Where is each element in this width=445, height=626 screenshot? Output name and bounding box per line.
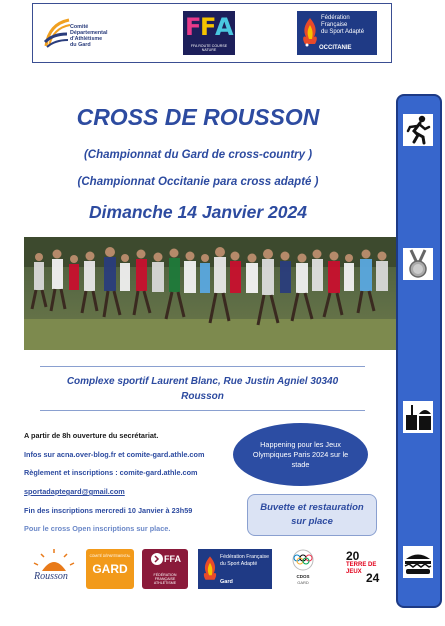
ffsa-gard-region: Gard	[220, 579, 233, 585]
ffa-route-subtitle: FFA ROUTE COURSE NATURE	[190, 44, 228, 52]
registration-deadline: Fin des inscriptions mercredi 10 Janvier à 23h59	[24, 506, 193, 515]
reglement-info[interactable]: Règlement et inscriptions : comite-gard.athle.com	[24, 468, 198, 477]
medal-icon	[403, 248, 433, 280]
ffsa-gard-flame-icon	[201, 555, 219, 583]
ffa-letter: A	[215, 13, 234, 41]
rousson-sun-icon	[28, 549, 80, 589]
ffsa-gard-logo	[198, 549, 272, 589]
drink-food-icon	[403, 401, 433, 433]
terre-20-text: 20	[346, 549, 360, 563]
buvette-box	[247, 494, 377, 536]
ffsa-region: OCCITANIE	[319, 45, 352, 51]
cdos-text: CDOS	[296, 574, 310, 579]
ffsa-line: Fédération Française	[321, 15, 350, 28]
location-top-rule	[40, 366, 365, 367]
ffsa-title	[321, 15, 376, 36]
ffsa-gard-line: du Sport Adapté	[220, 560, 258, 567]
location-bottom-rule	[40, 410, 365, 411]
secretariat-info: A partir de 8h ouverture du secrétariat.	[24, 431, 159, 440]
happening-oval	[233, 423, 368, 486]
ffa-route-logo	[183, 11, 235, 55]
runners-photo	[24, 237, 396, 350]
cdos-gard-logo	[286, 549, 320, 589]
ffa-letter: F	[200, 13, 217, 41]
cdag-text	[70, 24, 142, 48]
olympic-rings-icon	[286, 549, 320, 575]
event-title: CROSS DE ROUSSON	[76, 104, 320, 130]
runner-icon	[403, 114, 433, 146]
ffa-text: FFA	[164, 554, 181, 564]
ffsa-occitanie-logo	[297, 11, 377, 55]
ffsa-gard-title	[220, 554, 270, 567]
sandwich-icon	[403, 546, 433, 578]
location-address: Complexe sportif Laurent Blanc, Rue Justin Agniel 30340	[66, 376, 339, 387]
terre-de-jeux-logo	[344, 549, 388, 589]
cdag-swoosh-icon	[43, 16, 73, 50]
cdag-line: Départemental	[70, 30, 108, 36]
open-registration-note: Pour le cross Open inscriptions sur place.	[24, 524, 171, 533]
ffsa-gard-line: Fédération Française	[220, 554, 270, 560]
gard-top-text: COMITÉ DÉPARTEMENTAL	[89, 554, 131, 558]
cdag-line: Gard	[78, 42, 91, 48]
championship-occitanie: (Championnat Occitanie para cross adapté )	[77, 176, 319, 188]
terre-de-jeux-text: TERRE DE JEUX	[346, 562, 377, 575]
rousson-text: Rousson	[34, 571, 68, 582]
infos-website[interactable]: Infos sur acna.over-blog.fr et comite-gard.athle.com	[24, 450, 205, 459]
race-photo	[24, 237, 396, 350]
gard-text: GARD	[92, 562, 128, 576]
terre-24-text: 24	[366, 571, 380, 585]
contact-email-link[interactable]: sportadaptegard@gmail.com	[24, 487, 125, 496]
location-city: Rousson	[181, 391, 224, 402]
header-logo-bar	[32, 3, 392, 63]
location	[40, 374, 365, 404]
ffsa-line: du Sport Adapté	[321, 29, 365, 35]
ffa-subtext: FÉDÉRATION FRANÇAISE ATHLÉTISME	[153, 573, 177, 586]
buvette-text: Buvette et restauration sur place	[260, 502, 364, 527]
right-sidebar	[396, 94, 442, 608]
ffa-runner-icon	[150, 552, 164, 566]
cdag-line: du	[70, 42, 77, 48]
cdos-sub-text: GARD	[297, 580, 309, 585]
cdag-logo	[43, 12, 143, 56]
ffa-letter: F	[185, 13, 202, 41]
comite-gard-logo	[86, 549, 134, 589]
cdag-line: d'Athlétisme	[70, 36, 103, 42]
happening-text: Happening pour les Jeux Olympiques Paris 2024 sur le stade	[252, 439, 349, 469]
ffsa-flame-icon	[300, 17, 320, 47]
cdag-line: Comité	[70, 24, 89, 30]
ffa-athletisme-logo	[142, 549, 188, 589]
championship-gard: (Championnat du Gard de cross-country )	[83, 149, 313, 161]
rousson-logo	[28, 549, 80, 589]
event-date: Dimanche 14 Janvier 2024	[89, 202, 307, 222]
